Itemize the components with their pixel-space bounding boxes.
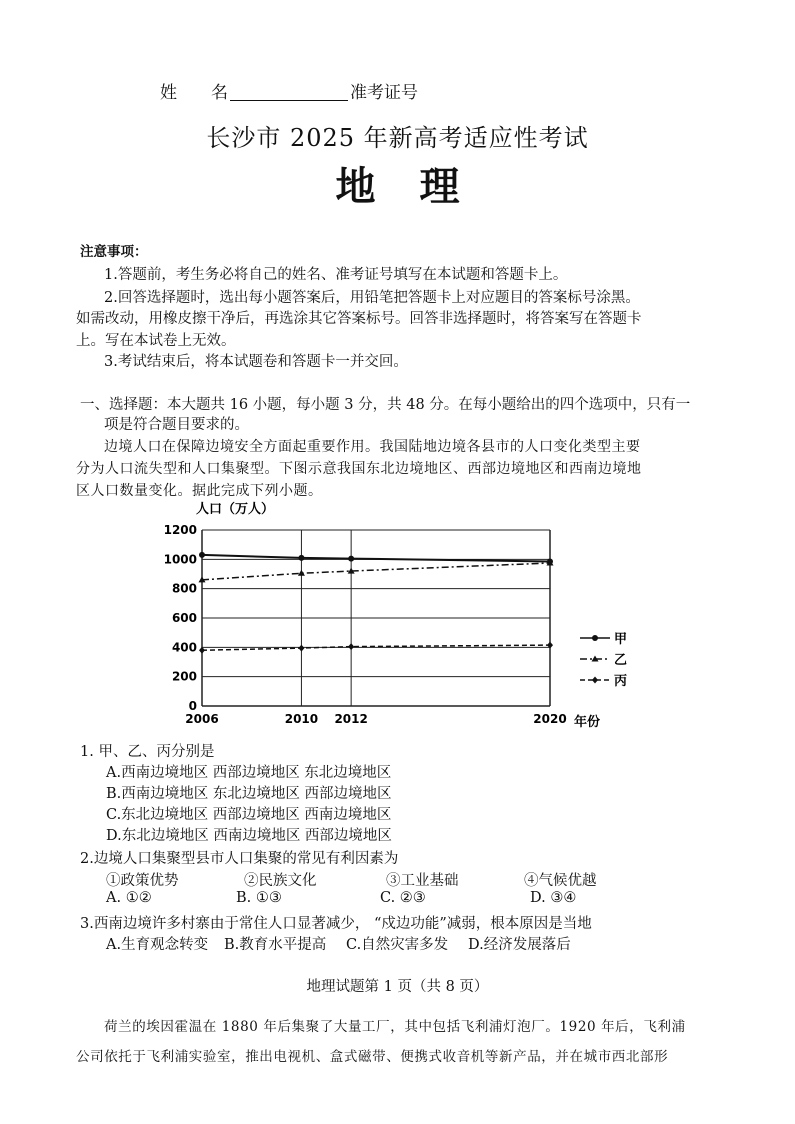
- data-point: [348, 556, 354, 562]
- question-3-option-a: A.生育观念转变: [106, 937, 209, 953]
- x-tick-label: 2020: [533, 712, 567, 726]
- question-1-option-a: A.西南边境地区 西部边境地区 东北边境地区: [106, 765, 392, 781]
- exam-title: 长沙市 2025 年新高考适应性考试: [206, 124, 589, 152]
- question-3-option-c: C.自然灾害多发: [346, 937, 449, 953]
- data-point: [298, 570, 305, 576]
- y-tick-label: 400: [171, 640, 197, 655]
- notice-line: 上。写在本试卷上无效。: [76, 333, 236, 349]
- question-1-option-d: D.东北边境地区 西南边境地区 西部边境地区: [106, 828, 392, 844]
- chart-xlabel: 年份: [574, 715, 601, 730]
- population-line-chart: [150, 498, 630, 733]
- name-label: 姓 名: [160, 83, 228, 103]
- question-1-option-b: B.西南边境地区 东北边境地区 西部边境地区: [106, 786, 392, 802]
- notice-line: 1.答题前，考生务必将自己的姓名、准考证号填写在本试题和答题卡上。: [104, 267, 568, 283]
- section-heading: 一、选择题：本大题共 16 小题，每小题 3 分，共 48 分。在每小题给出的四个选项中，只有一: [80, 397, 691, 413]
- y-tick-label: 1000: [163, 552, 197, 567]
- data-point: [199, 552, 205, 558]
- question-2-option-d: D. ③④: [530, 890, 577, 906]
- legend-marker: [592, 677, 598, 684]
- id-label: 准考证号: [350, 83, 418, 103]
- question-2-option-b: B. ①③: [236, 890, 282, 906]
- chart-ylabel: 人口（万人）: [196, 502, 275, 517]
- question-3-stem: 3.西南边境许多村寨由于常住人口显著减少， “戍边功能”减弱，根本原因是当地: [80, 916, 592, 932]
- question-2-option-c: C. ②③: [380, 890, 426, 906]
- notice-line: 2.回答选择题时，选出每小题答案后，用铅笔把答题卡上对应题目的答案标号涂黑。: [104, 290, 640, 306]
- data-point: [348, 643, 354, 650]
- question-3-option-d: D.经济发展落后: [468, 937, 571, 953]
- question-1-stem: 1. 甲、乙、丙分别是: [80, 744, 215, 760]
- question-2-option-a: A. ①②: [106, 890, 152, 906]
- x-tick-label: 2006: [185, 712, 219, 726]
- name-id-line: [160, 78, 418, 103]
- y-tick-label: 600: [171, 611, 197, 625]
- question-2-factor-3: ③工业基础: [386, 873, 459, 889]
- y-tick-label: 800: [171, 581, 197, 596]
- y-tick-label: 1200: [163, 523, 197, 537]
- next-page-line: 公司依托于飞利浦实验室，推出电视机、盒式磁带、便携式收音机等新产品，并在城市西北部形: [76, 1049, 669, 1065]
- question-3-option-b: B.教育水平提高: [224, 937, 327, 953]
- question-1-option-c: C.东北边境地区 西部边境地区 西南边境地区: [106, 807, 392, 823]
- intro-line: 区人口数量变化。据此完成下列小题。: [76, 483, 323, 499]
- notice-line: 如需改动，用橡皮擦干净后，再选涂其它答案标号。回答非选择题时，将答案写在答题卡: [76, 311, 642, 327]
- page-footer: 地理试题第 1 页（共 8 页）: [306, 979, 489, 995]
- legend-label: 丙: [614, 674, 628, 689]
- series-line-2: [202, 563, 550, 580]
- data-point: [298, 555, 304, 561]
- name-blank: [230, 84, 348, 101]
- legend-label: 乙: [614, 653, 628, 668]
- question-2-stem: 2.边境人口集聚型县市人口集聚的常见有利因素为: [80, 851, 399, 867]
- intro-line: 边境人口在保障边境安全方面起重要作用。我国陆地边境各县市的人口变化类型主要: [104, 439, 641, 455]
- y-tick-label: 0: [188, 699, 197, 713]
- legend-label: 甲: [614, 632, 628, 647]
- section-heading-cont: 项是符合题目要求的。: [104, 417, 249, 433]
- legend-marker: [592, 635, 598, 641]
- series-line-1: [202, 555, 550, 562]
- notice-line: 3.考试结束后，将本试题卷和答题卡一并交回。: [104, 354, 408, 370]
- question-2-factor-2: ②民族文化: [244, 873, 317, 889]
- subject-title: 地理: [335, 163, 504, 210]
- next-page-line: 荷兰的埃因霍温在 1880 年后集聚了大量工厂，其中包括飞利浦灯泡厂。1920 年后，飞利浦: [104, 1019, 686, 1035]
- x-tick-label: 2012: [334, 712, 368, 726]
- data-point: [298, 645, 304, 652]
- question-2-factor-1: ①政策优势: [106, 873, 179, 889]
- intro-line: 分为人口流失型和人口集聚型。下图示意我国东北边境地区、西部边境地区和西南边境地: [76, 461, 642, 477]
- question-2-factor-4: ④气候优越: [524, 873, 597, 889]
- x-tick-label: 2010: [284, 712, 319, 726]
- y-tick-label: 200: [171, 669, 197, 684]
- notice-heading: 注意事项：: [80, 244, 148, 260]
